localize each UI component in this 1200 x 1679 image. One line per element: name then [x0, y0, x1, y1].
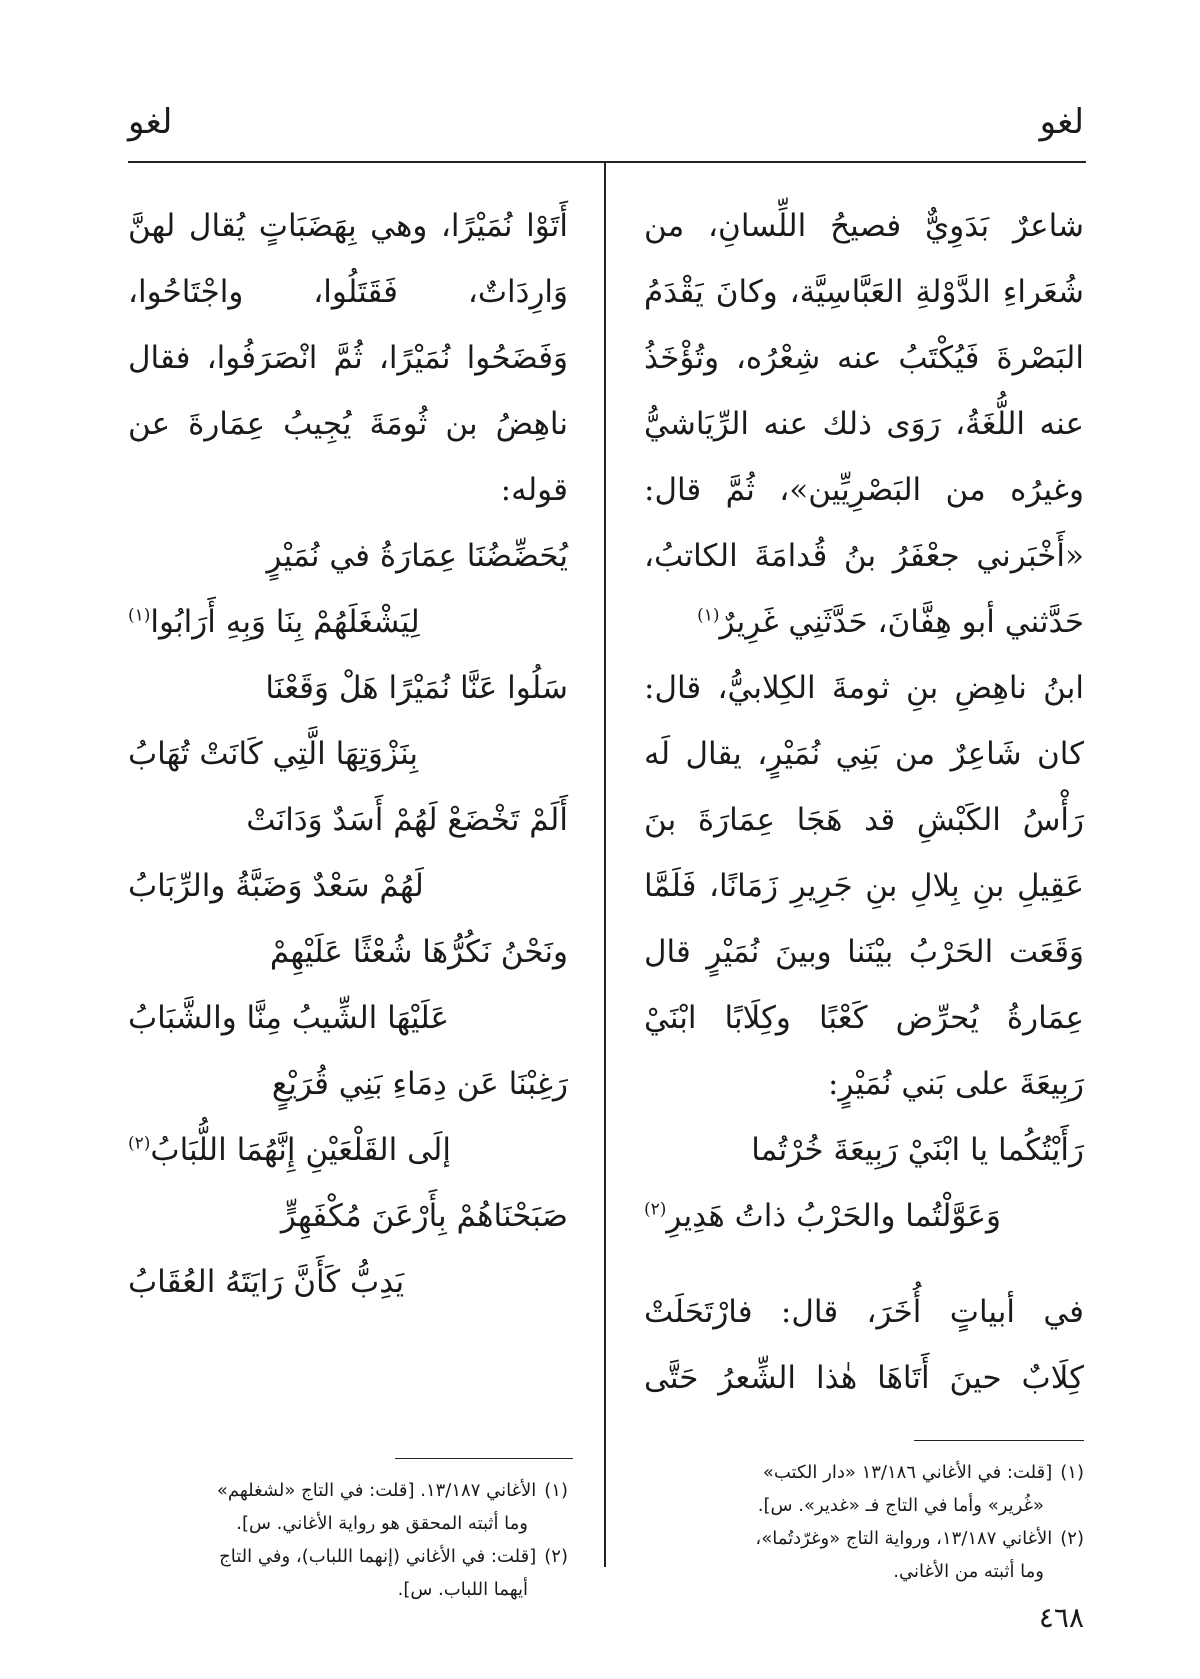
footnote	[634, 1456, 1084, 1522]
footnotes-right	[634, 1456, 1084, 1588]
verse-first-hemistich: ونَحْنُ نَكُرُّهَا شُعْثًا عَلَيْهِمْ	[269, 934, 568, 970]
header-rule	[128, 161, 1086, 163]
verse-second-hemistich: بِنَزْوَتِهَا الَّتِي كَانَتْ تُهَابُ	[128, 736, 419, 772]
right-column	[644, 193, 1084, 1411]
running-head-left: لغو	[128, 102, 173, 142]
verse-second-hemistich-row	[128, 1117, 568, 1183]
text-line: قوله:	[500, 472, 568, 508]
footnote-continuation: وما أثبته المحقق هو رواية الأغاني. س].	[236, 1513, 528, 1534]
verse-first-hemistich: رَأَيْتُكُما يا ابْنَيْ رَبِيعَةَ خُرْتُما	[751, 1132, 1084, 1168]
text-line: كِلَابٌ حينَ أَتَاهَا هٰذا الشِّعرُ حَتَّى	[644, 1360, 1084, 1396]
footnote-text: الأغاني ١٣/١٨٧. [قلت: في التاج «لشغلهم»	[216, 1480, 537, 1501]
page-number: ٤٦٨	[1038, 1601, 1084, 1634]
running-head-right: لغو	[1039, 102, 1084, 142]
footnote-continuation: وما أثبته من الأغاني.	[893, 1561, 1044, 1582]
footnote-marker: (٢)	[644, 1199, 667, 1220]
verse-first-hemistich: صَبَحْنَاهُمْ بِأَرْعَنَ مُكْفَهِرٍّ	[280, 1198, 568, 1234]
text-line: شاعرٌ بَدَوِيٌّ فصيحُ اللِّسانِ، من	[644, 208, 1084, 244]
text-line: وغيرُه من البَصْرِيِّين»، ثُمَّ قال:	[644, 472, 1084, 508]
footnote-continuation: «غُرير» وأما في التاج فـ «غدير». س].	[757, 1495, 1044, 1516]
spacer	[644, 1249, 1084, 1279]
text-line: ناهِضُ بن ثُومَةَ يُجِيبُ عِمَارةَ عن	[128, 406, 568, 442]
footnote-text: [قلت: في الأغاني (إنهما اللباب)، وفي التاج	[219, 1546, 537, 1567]
text-line: ابنُ ناهِضِ بنِ ثومةَ الكِلابيُّ، قال:	[644, 670, 1084, 706]
verse-second-hemistich-row	[644, 1183, 1084, 1249]
footnote-text: الأغاني ١٣/١٨٧، ورواية التاج «وغرّدتُما»،	[755, 1528, 1053, 1549]
footnote-number: (٢)	[1060, 1528, 1084, 1549]
footnotes-left	[128, 1474, 568, 1606]
text-line: شُعَراءِ الدَّوْلةِ العَبَّاسِيَّة، وكانَ يَقْدَمُ	[644, 274, 1084, 310]
text-line: عَقِيلِ بنِ بِلالِ بنِ جَرِيرِ زَمَانًا، فَلَمَّا	[644, 868, 1084, 904]
footnote	[634, 1522, 1084, 1588]
text-line: وَفَضَحُوا نُمَيْرًا، ثُمَّ انْصَرَفُوا، فقال	[128, 340, 568, 376]
text-line: في أبياتٍ أُخَرَ، قال: فارْتَحَلَتْ	[644, 1294, 1084, 1330]
text-line: وَقَعَت الحَرْبُ بيْنَنا وبينَ نُمَيْرٍ قال	[644, 934, 1084, 970]
footnote-marker: (٢)	[128, 1133, 151, 1154]
text-line: رَأْسُ الكَبْشِ قد هَجَا عِمَارَةَ بنَ	[644, 802, 1084, 838]
footnote	[128, 1540, 568, 1606]
footnote-number: (١)	[544, 1480, 568, 1501]
verse-second-hemistich: وَعَوَّلْتُما والحَرْبُ ذاتُ هَدِيرِ	[666, 1198, 1001, 1234]
column-divider	[604, 162, 606, 1567]
verse-first-hemistich: رَغِبْنَا عَن دِمَاءِ بَنِي قُرَيْعٍ	[271, 1066, 568, 1102]
footnote-number: (٢)	[544, 1546, 568, 1567]
text-line: البَصْرةَ فَيُكْتَبُ عنه شِعْرُه، وتُؤْخَذُ	[644, 340, 1084, 376]
text-line: عِمَارةُ يُحرِّض كَعْبًا وكِلَابًا ابْنَيْ	[644, 1000, 1084, 1036]
text-line: وَارِدَاتٌ، فَقَتَلُوا، واجْتَاحُوا،	[128, 274, 568, 310]
verse-first-hemistich: أَلَمْ تَخْضَعْ لَهُمْ أَسَدٌ وَدَانَتْ	[246, 802, 568, 838]
footnote-marker: (١)	[697, 605, 720, 626]
footnote-marker: (١)	[128, 605, 151, 626]
verse-second-hemistich: إلَى القَلْعَيْنِ إِنَّهُمَا اللُّبَابُ	[150, 1132, 451, 1168]
verse-first-hemistich: يُحَضِّضُنَا عِمَارَةُ في نُمَيْرٍ	[266, 538, 568, 574]
verse-second-hemistich: يَدِبُّ كَأَنَّ رَايَتَهُ العُقَابُ	[128, 1264, 405, 1300]
footnote-continuation: أيهما اللباب. س].	[397, 1579, 528, 1600]
text-line: عنه اللُّغَةُ، رَوَى ذلك عنه الرِّيَاشيُّ	[644, 406, 1084, 442]
footnote-rule-right	[914, 1440, 1084, 1441]
verse-second-hemistich: لِيَشْغَلَهُمْ بِنَا وَبِهِ أَرَابُوا	[150, 604, 420, 640]
text-line: «أَخْبَرني جعْفَرُ بنُ قُدامَةَ الكاتبُ،	[644, 538, 1084, 574]
footnote-rule-left	[395, 1458, 573, 1459]
text-line: كان شَاعِرٌ من بَنِي نُمَيْرٍ، يقال لَه	[644, 736, 1084, 772]
text-line: أَتَوْا نُمَيْرًا، وهي بِهَضَبَاتٍ يُقال لهنَّ	[128, 208, 568, 244]
left-column	[128, 193, 568, 1315]
verse-second-hemistich: عَلَيْهَا الشِّيبُ مِنَّا والشَّبَابُ	[128, 1000, 449, 1036]
footnote	[128, 1474, 568, 1540]
verse-first-hemistich: سَلُوا عَنَّا نُمَيْرًا هَلْ وَقَعْنَا	[265, 670, 568, 706]
text-line: رَبِيعَةَ على بَني نُمَيْرٍ:	[828, 1066, 1084, 1102]
text-line: حَدَّثني أبو هِفَّانَ، حَدَّثَنِي غَرِيرٌ	[719, 604, 1084, 640]
footnote-text: [قلت: في الأغاني ١٣/١٨٦ «دار الكتب»	[762, 1462, 1053, 1483]
verse-second-hemistich-row	[128, 589, 568, 655]
footnote-number: (١)	[1060, 1462, 1084, 1483]
verse-second-hemistich: لَهُمْ سَعْدٌ وَضَبَّةُ والرِّبَابُ	[128, 868, 424, 904]
text-line-with-footnote	[644, 589, 1084, 655]
